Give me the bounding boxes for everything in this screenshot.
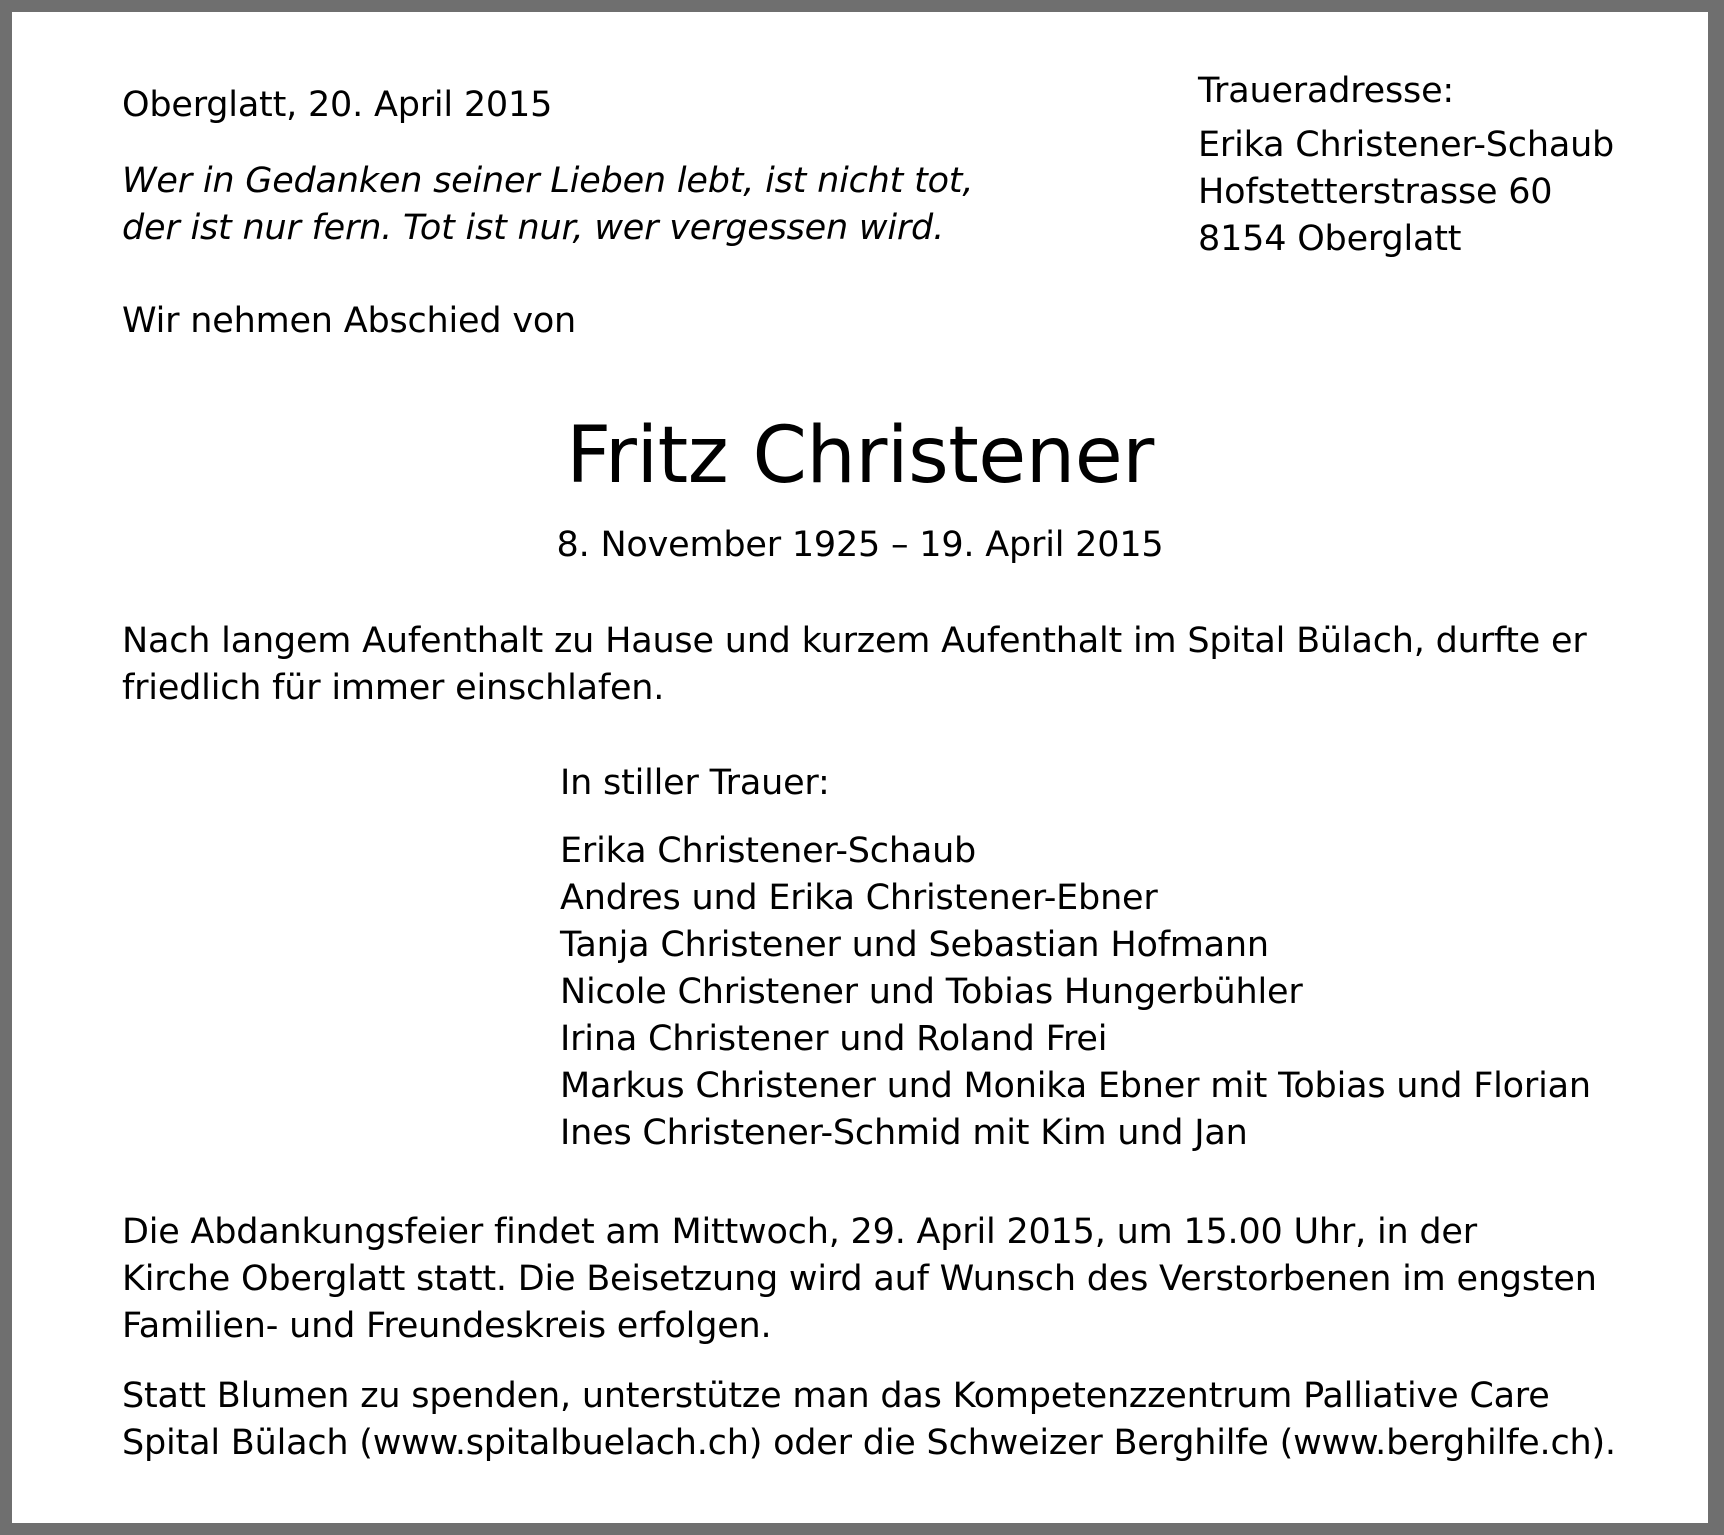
mourner-name: Markus Christener und Monika Ebner mit Tobias und Florian — [560, 1066, 1591, 1106]
quote-line: Wer in Gedanken seiner Lieben lebt, ist nicht tot, — [122, 161, 974, 201]
donation-line: Spital Bülach (www.spitalbuelach.ch) oder die Schweizer Berghilfe (www.berghilfe.ch). — [122, 1423, 1616, 1463]
mourning-address — [1198, 122, 1614, 263]
life-dates: 8. November 1925 – 19. April 2015 — [556, 525, 1164, 565]
mourner-name: Ines Christener-Schmid mit Kim und Jan — [560, 1113, 1248, 1153]
deceased-name: Fritz Christener — [566, 411, 1154, 501]
mourner-name: Nicole Christener und Tobias Hungerbühler — [560, 972, 1303, 1012]
place-date: Oberglatt, 20. April 2015 — [122, 85, 553, 125]
ceremony-line: Familien- und Freundeskreis erfolgen. — [122, 1306, 772, 1346]
passing-line: friedlich für immer einschlafen. — [122, 668, 665, 708]
memorial-quote — [122, 158, 973, 252]
passing-line: Nach langem Aufenthalt zu Hause und kurzem Aufenthalt im Spital Bülach, durfte er — [122, 621, 1587, 661]
address-line: 8154 Oberglatt — [1198, 219, 1462, 259]
address-label: Traueradresse: — [1198, 71, 1454, 111]
address-line: Hofstetterstrasse 60 — [1198, 172, 1553, 212]
donation-text — [122, 1373, 1616, 1467]
mourner-name: Tanja Christener und Sebastian Hofmann — [560, 925, 1269, 965]
address-line: Erika Christener-Schaub — [1198, 125, 1615, 165]
intro-text: Wir nehmen Abschied von — [122, 301, 577, 341]
mourners-label: In stiller Trauer: — [560, 763, 830, 803]
quote-line: der ist nur fern. Tot ist nur, wer vergessen wird. — [122, 208, 945, 248]
passing-text — [122, 618, 1587, 712]
ceremony-line: Die Abdankungsfeier findet am Mittwoch, 29. April 2015, um 15.00 Uhr, in der — [122, 1212, 1477, 1252]
mourner-name: Erika Christener-Schaub — [560, 831, 977, 871]
mourner-name: Irina Christener und Roland Frei — [560, 1019, 1108, 1059]
mourner-name: Andres und Erika Christener-Ebner — [560, 878, 1158, 918]
obituary-page — [12, 12, 1708, 1523]
ceremony-text — [122, 1209, 1597, 1350]
ceremony-line: Kirche Oberglatt statt. Die Beisetzung wird auf Wunsch des Verstorbenen im engsten — [122, 1259, 1597, 1299]
mourners-list — [560, 828, 1591, 1157]
donation-line: Statt Blumen zu spenden, unterstütze man das Kompetenzzentrum Palliative Care — [122, 1376, 1550, 1416]
